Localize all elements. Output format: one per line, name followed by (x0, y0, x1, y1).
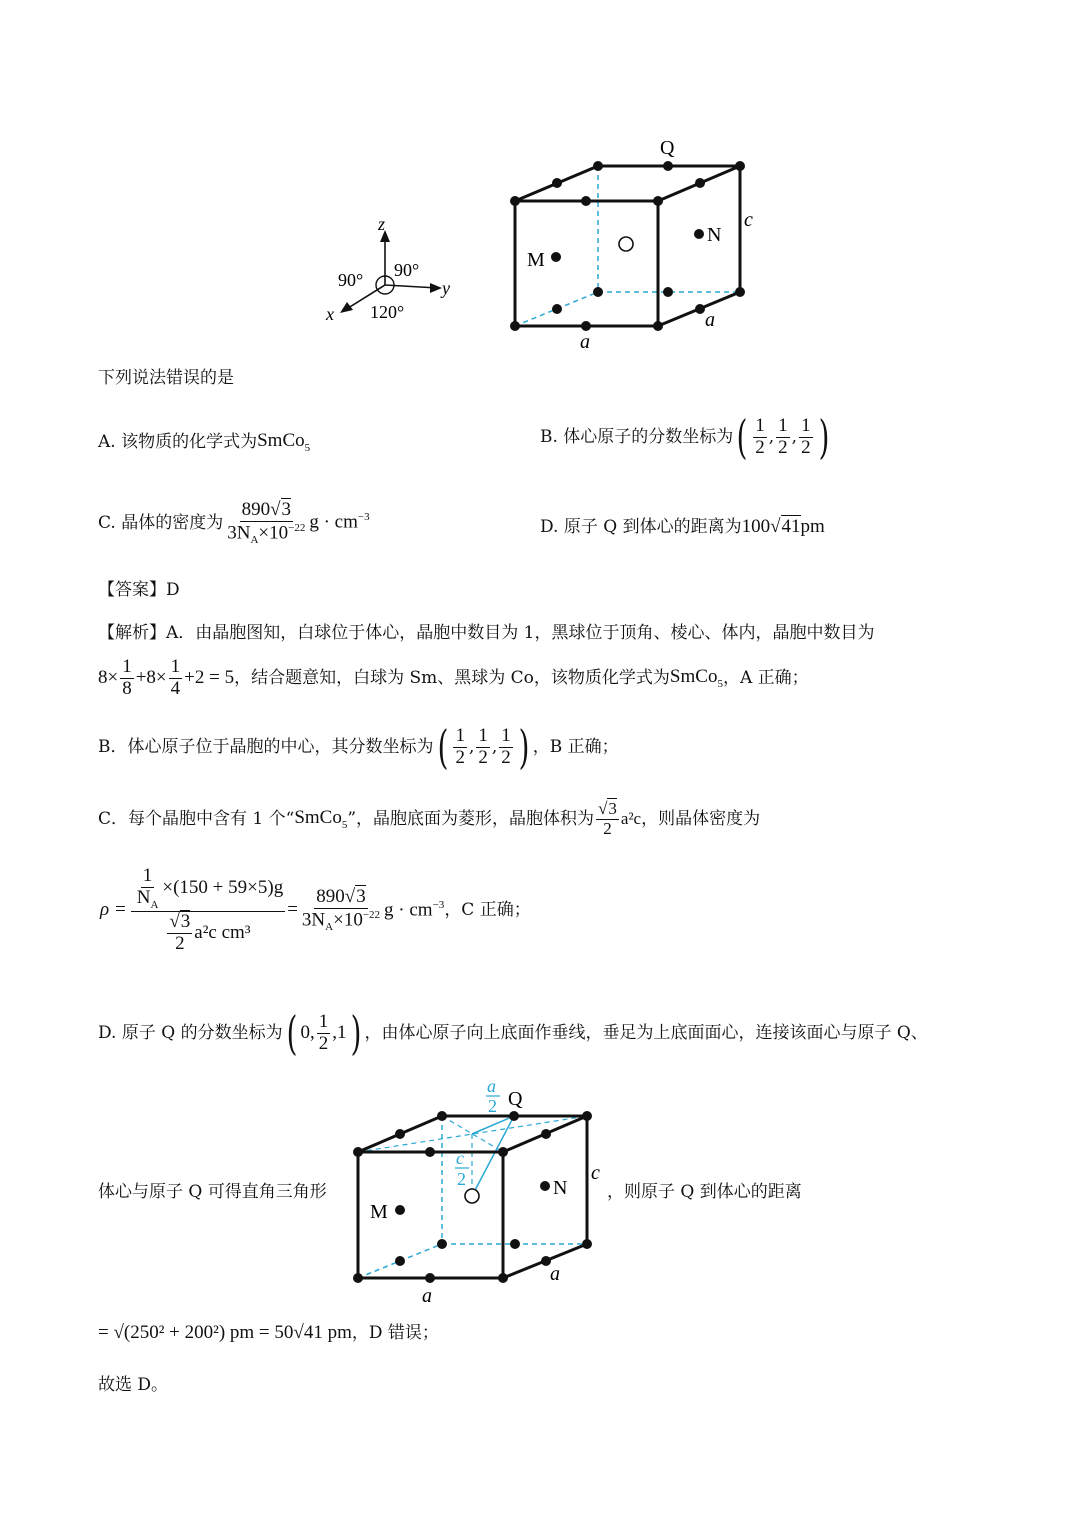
density-formula: ρ = $\frac{1}{N_A}$ ×(150 + 59×5)g $\frac{√3}{2}$ a²c cm³ = $\frac{890√3}{3N_A\times 10^{-22}}$ $g \cdot cm^{-3}$ ，C 正确； (100, 865, 531, 954)
axis-icon (325, 214, 450, 324)
analysis-line-9: 故选 D。 (98, 1375, 169, 1395)
unit-cell (510, 137, 753, 353)
option-c: C. 晶体的密度为 $\frac{890√3}{3N_A\times 10^{-22}}$ $g \cdot cm^{-3}$ (98, 499, 370, 547)
edge-a-bottom-label-2: a (422, 1285, 432, 1307)
option-d: D. 原子 Q 到体心的距离为 100√41pm (540, 516, 825, 538)
option-c-density-fraction: $\frac{890√3}{3N_A\times 10^{-22}}$ (227, 499, 306, 547)
answer-text: 【答案】D (98, 580, 180, 600)
option-a-formula: SmCo$_5$ (257, 430, 311, 454)
a-half-num: a (487, 1076, 496, 1096)
atom-m-label-2: M (370, 1201, 388, 1223)
analysis-line-4: C．每个晶胞中含有 1 个“ SmCo$_5$ ”，晶胞底面为菱形，晶胞体积为 $\frac{√3}{2}$ a²c ，则晶体密度为 (98, 799, 761, 838)
atom-q-label: Q (660, 137, 675, 159)
option-d-prefix: D. 原子 Q 到体心的距离为 (540, 517, 742, 538)
unit-cell-2 (353, 1076, 600, 1307)
axis-y-label: y (442, 278, 450, 298)
c-half-num: c (456, 1148, 464, 1168)
axis-z-label: z (378, 214, 386, 234)
analysis-line-1: 【解析】A．由晶胞图知，白球位于体心，晶胞中数目为 1，黑球位于顶角、棱心、体内，晶胞中数目为 (98, 623, 875, 643)
atom-m-label: M (527, 249, 545, 271)
crystal-cell-figure-top (320, 130, 760, 355)
a-half-den: 2 (488, 1096, 497, 1116)
edge-c-label: c (744, 209, 753, 231)
option-b-prefix: B. 体心原子的分数坐标为 (540, 426, 734, 447)
analysis-line-7-left: 体心与原子 Q 可得直角三角形 (98, 1182, 327, 1202)
edge-a-bottom-label: a (580, 331, 590, 353)
atom-q-label-2: Q (508, 1088, 523, 1110)
question-text: 下列说法错误的是 (98, 368, 234, 388)
analysis-line-6: D. 原子 Q 的分数坐标为 ( 0, $\frac{1}{2}$ ,1 ) ，由体心原子向上底面作垂线，垂足为上底面面心，连接该面心与原子 Q、 (98, 1006, 928, 1060)
option-a (98, 430, 310, 455)
edge-a-side-label-2: a (550, 1263, 560, 1285)
option-c-prefix: C. 晶体的密度为 (98, 512, 224, 533)
analysis-line-2: 8× $\frac{1}{8}$ +8× $\frac{1}{4}$ +2 = 5 ，结合题意知，白球为 Sm、黑球为 Co，该物质化学式为 SmCo$_5$ ，A 正确； (98, 656, 809, 699)
angle-right-label: 90° (394, 260, 420, 280)
angle-left-label: 90° (338, 270, 364, 290)
axis-x-label: x (326, 304, 334, 324)
angle-bottom-label: 120° (370, 302, 405, 322)
atom-n-label: N (707, 224, 722, 246)
atom-n-label-2: N (553, 1177, 568, 1199)
edge-c-label-2: c (591, 1162, 600, 1184)
crystal-cell-figure-bottom (340, 1072, 610, 1307)
analysis-line-3: B．体心原子位于晶胞的中心，其分数坐标为 ( $\frac{1}{2}$ , $\frac{1}{2}$ , $\frac{1}{2}$ ) ，B 正确； (98, 720, 619, 774)
c-half-den: 2 (457, 1169, 466, 1189)
option-a-prefix: A. 该物质的化学式为 (98, 432, 258, 453)
analysis-line-7-right: ，则原子 Q 到体心的距离 (607, 1182, 802, 1202)
edge-a-side-label: a (705, 309, 715, 331)
option-b: B. 体心原子的分数坐标为 ( $\frac{1}{2}$ , $\frac{1}{2}$ , $\frac{1}{2}$ ) (540, 410, 829, 464)
analysis-line-8: = √(250² + 200²) pm = 50√41 pm ，D 错误； (98, 1322, 439, 1344)
